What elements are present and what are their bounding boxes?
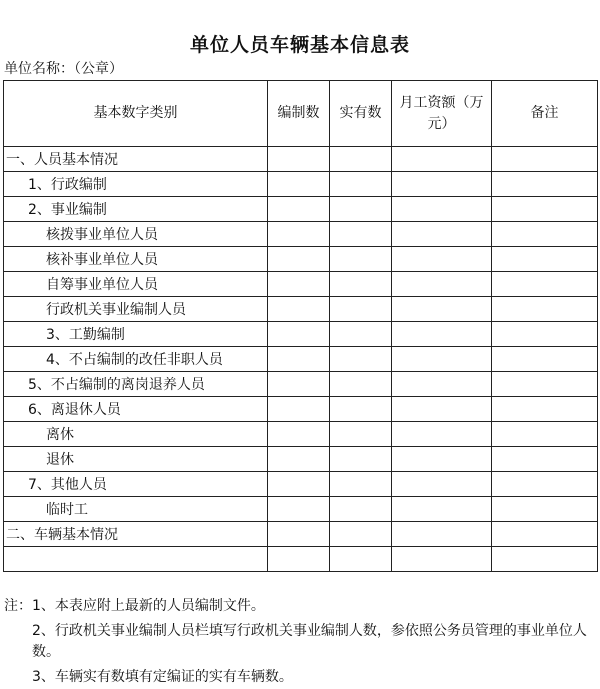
note-3: 3、车辆实有数填有定编证的实有车辆数。	[32, 669, 293, 685]
table-row	[4, 522, 598, 547]
quota-cell[interactable]	[268, 297, 330, 322]
quota-cell[interactable]	[268, 147, 330, 172]
table-row	[4, 497, 598, 522]
salary-cell[interactable]	[392, 347, 492, 372]
actual-cell[interactable]	[330, 522, 392, 547]
row-category-label: 3、工勤编制	[4, 322, 268, 347]
salary-cell[interactable]	[392, 397, 492, 422]
remarks-cell[interactable]	[492, 472, 598, 497]
row-category-label: 离休	[4, 422, 268, 447]
row-category-label: 2、事业编制	[4, 197, 268, 222]
salary-cell[interactable]	[392, 172, 492, 197]
row-category-label: 临时工	[4, 497, 268, 522]
actual-cell[interactable]	[330, 447, 392, 472]
actual-cell[interactable]	[330, 372, 392, 397]
actual-cell[interactable]	[330, 397, 392, 422]
quota-cell[interactable]	[268, 447, 330, 472]
table-row	[4, 397, 598, 422]
quota-cell[interactable]	[268, 272, 330, 297]
quota-cell[interactable]	[268, 197, 330, 222]
remarks-cell[interactable]	[492, 397, 598, 422]
actual-cell[interactable]	[330, 197, 392, 222]
salary-cell[interactable]	[392, 247, 492, 272]
table-row	[4, 422, 598, 447]
header-actual: 实有数	[330, 81, 392, 147]
actual-cell[interactable]	[330, 247, 392, 272]
remarks-cell[interactable]	[492, 222, 598, 247]
header-row	[4, 81, 598, 147]
salary-cell[interactable]	[392, 472, 492, 497]
actual-cell[interactable]	[330, 172, 392, 197]
remarks-cell[interactable]	[492, 497, 598, 522]
row-category-label: 7、其他人员	[4, 472, 268, 497]
actual-cell[interactable]	[330, 297, 392, 322]
header-quota: 编制数	[268, 81, 330, 147]
quota-cell[interactable]	[268, 422, 330, 447]
row-category-label: 5、不占编制的离岗退养人员	[4, 372, 268, 397]
remarks-cell[interactable]	[492, 372, 598, 397]
quota-cell[interactable]	[268, 547, 330, 572]
actual-cell[interactable]	[330, 222, 392, 247]
remarks-cell[interactable]	[492, 347, 598, 372]
notes-section	[4, 596, 596, 688]
salary-cell[interactable]	[392, 272, 492, 297]
row-category-label: 二、车辆基本情况	[4, 522, 268, 547]
header-monthly-salary: 月工资额（万元）	[392, 81, 492, 147]
actual-cell[interactable]	[330, 497, 392, 522]
unit-name-label: 单位名称：（公章）	[4, 61, 123, 77]
table-row	[4, 247, 598, 272]
row-category-label: 自筹事业单位人员	[4, 272, 268, 297]
remarks-cell[interactable]	[492, 247, 598, 272]
actual-cell[interactable]	[330, 347, 392, 372]
header-remarks: 备注	[492, 81, 598, 147]
table-row	[4, 547, 598, 572]
remarks-cell[interactable]	[492, 522, 598, 547]
row-category-label: 退休	[4, 447, 268, 472]
remarks-cell[interactable]	[492, 322, 598, 347]
table-row	[4, 147, 598, 172]
salary-cell[interactable]	[392, 147, 492, 172]
table-row	[4, 297, 598, 322]
row-category-label: 4、不占编制的改任非职人员	[4, 347, 268, 372]
form-title: 单位人员车辆基本信息表	[189, 34, 410, 56]
actual-cell[interactable]	[330, 322, 392, 347]
row-category-label: 核补事业单位人员	[4, 247, 268, 272]
salary-cell[interactable]	[392, 422, 492, 447]
actual-cell[interactable]	[330, 272, 392, 297]
quota-cell[interactable]	[268, 172, 330, 197]
salary-cell[interactable]	[392, 322, 492, 347]
row-category-label	[4, 547, 268, 572]
row-category-label: 一、人员基本情况	[4, 147, 268, 172]
actual-cell[interactable]	[330, 422, 392, 447]
table-row	[4, 347, 598, 372]
row-category-label: 6、离退休人员	[4, 397, 268, 422]
table-row	[4, 322, 598, 347]
actual-cell[interactable]	[330, 472, 392, 497]
remarks-cell[interactable]	[492, 147, 598, 172]
quota-cell[interactable]	[268, 372, 330, 397]
table-row	[4, 172, 598, 197]
info-table	[3, 80, 598, 572]
remarks-cell[interactable]	[492, 197, 598, 222]
actual-cell[interactable]	[330, 147, 392, 172]
salary-cell[interactable]	[392, 222, 492, 247]
table-row	[4, 197, 598, 222]
remarks-cell[interactable]	[492, 547, 598, 572]
actual-cell[interactable]	[330, 547, 392, 572]
salary-cell[interactable]	[392, 447, 492, 472]
remarks-cell[interactable]	[492, 272, 598, 297]
salary-cell[interactable]	[392, 522, 492, 547]
remarks-cell[interactable]	[492, 297, 598, 322]
table-row	[4, 447, 598, 472]
quota-cell[interactable]	[268, 497, 330, 522]
remarks-cell[interactable]	[492, 422, 598, 447]
quota-cell[interactable]	[268, 247, 330, 272]
row-category-label: 行政机关事业编制人员	[4, 297, 268, 322]
salary-cell[interactable]	[392, 197, 492, 222]
salary-cell[interactable]	[392, 547, 492, 572]
header-category: 基本数字类别	[4, 81, 268, 147]
quota-cell[interactable]	[268, 222, 330, 247]
quota-cell[interactable]	[268, 397, 330, 422]
table-row	[4, 372, 598, 397]
table-row	[4, 272, 598, 297]
quota-cell[interactable]	[268, 347, 330, 372]
note-1: 注：1、本表应附上最新的人员编制文件。	[4, 598, 265, 614]
salary-cell[interactable]	[392, 297, 492, 322]
remarks-cell[interactable]	[492, 447, 598, 472]
note-2: 2、行政机关事业编制人员栏填写行政机关事业编制人数，参依照公务员管理的事业单位人数。	[32, 623, 587, 660]
remarks-cell[interactable]	[492, 172, 598, 197]
table-row	[4, 222, 598, 247]
quota-cell[interactable]	[268, 522, 330, 547]
salary-cell[interactable]	[392, 372, 492, 397]
table-row	[4, 472, 598, 497]
quota-cell[interactable]	[268, 322, 330, 347]
row-category-label: 1、行政编制	[4, 172, 268, 197]
quota-cell[interactable]	[268, 472, 330, 497]
salary-cell[interactable]	[392, 497, 492, 522]
row-category-label: 核拨事业单位人员	[4, 222, 268, 247]
